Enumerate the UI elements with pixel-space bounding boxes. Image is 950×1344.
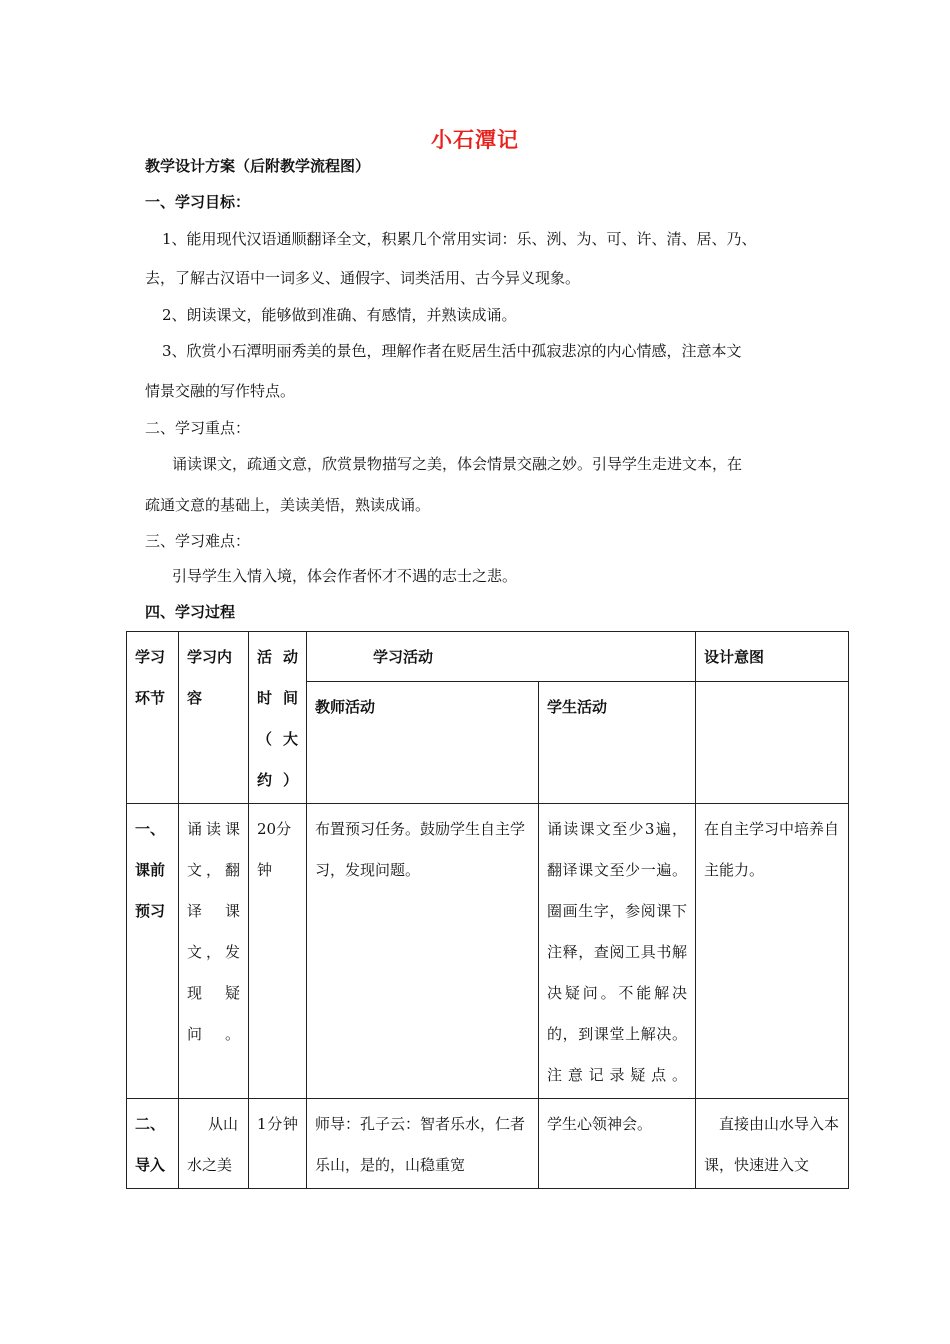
document-title: 小石潭记 [431,127,519,152]
goal-2: 2、朗读课文，能够做到准确、有感情，并熟读成诵。 [162,306,517,324]
header-time: 活动时间（大约） [249,632,307,804]
header-activity: 学习活动 [307,632,696,682]
table-header-row [127,632,849,682]
row-intent: 直接由山水导入本课，快速进入文 [696,1099,849,1189]
table-row [127,804,849,1099]
difficulty-text: 引导学生入情入境，体会作者怀才不遇的志士之悲。 [172,567,518,585]
focus-line-1: 诵读课文，疏通文意，欣赏景物描写之美，体会情景交融之妙。引导学生走进文本，在 [172,455,743,473]
document-subtitle: 教学设计方案（后附教学流程图） [145,157,371,175]
header-intent: 设计意图 [696,632,849,682]
row-content: 诵读课文，翻译课文，发现疑问。 [179,804,249,1099]
row-intent: 在自主学习中培养自主能力。 [696,804,849,1099]
goal-3-line-1: 3、欣赏小石潭明丽秀美的景色，理解作者在贬居生活中孤寂悲凉的内心情感，注意本文 [162,342,742,360]
header-stage: 学习环节 [127,632,179,804]
section-heading-process: 四、学习过程 [145,603,236,621]
section-heading-difficulty: 三、学习难点： [145,532,251,550]
row-content: 从山水之美 [179,1099,249,1189]
header-teacher: 教师活动 [307,682,539,804]
section-heading-focus: 二、学习重点： [145,419,251,437]
row-teacher: 布置预习任务。鼓励学生自主学习，发现问题。 [307,804,539,1099]
row-student: 学生心领神会。 [539,1099,696,1189]
table-row [127,1099,849,1189]
row-time: 20分钟 [249,804,307,1099]
focus-line-2: 疏通文意的基础上，美读美悟，熟读成诵。 [145,496,431,514]
row-stage: 二、导入 [127,1099,179,1189]
header-intent-empty [696,682,849,804]
row-stage: 一、课前预习 [127,804,179,1099]
section-heading-goals: 一、学习目标： [145,193,251,211]
row-teacher: 师导：孔子云：智者乐水，仁者乐山，是的，山稳重宽 [307,1099,539,1189]
goal-3-line-2: 情景交融的写作特点。 [145,382,296,400]
goal-1-line-2: 去，了解古汉语中一词多义、通假字、词类活用、古今异义现象。 [145,269,581,287]
header-content: 学习内容 [179,632,249,804]
header-student: 学生活动 [539,682,696,804]
lesson-process-table [126,631,849,1189]
row-student: 诵读课文至少3遍，翻译课文至少一遍。圈画生字，参阅课下注释，查阅工具书解决疑问。不能解决的，到课堂上解决。注意记录疑点。 [539,804,696,1099]
goal-1-line-1: 1、能用现代汉语通顺翻译全文，积累几个常用实词：乐、洌、为、可、许、清、居、乃、 [162,230,757,248]
row-time: 1分钟 [249,1099,307,1189]
